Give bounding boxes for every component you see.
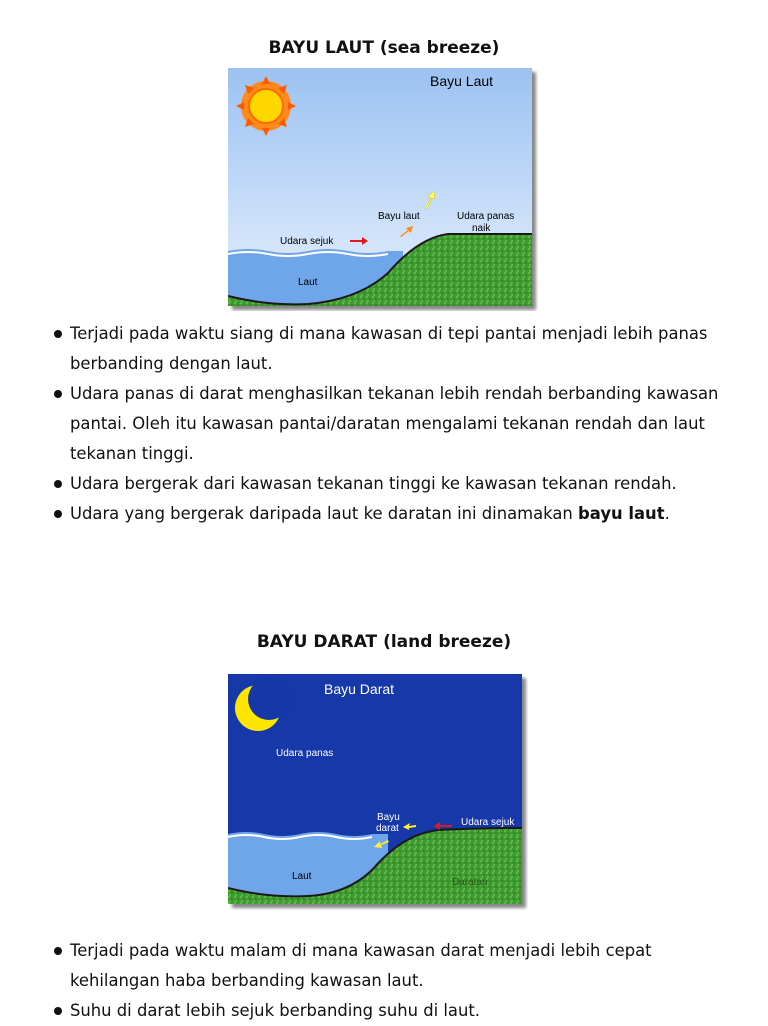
label-udara-panas: Udara panas — [457, 211, 515, 222]
label-udara-sejuk: Udara sejuk — [461, 817, 515, 828]
land-breeze-heading: BAYU DARAT (land breeze) — [256, 632, 512, 652]
label-darat: darat — [376, 823, 399, 834]
sea-breeze-bullets — [54, 319, 734, 529]
label-laut: Laut — [298, 277, 318, 288]
list-item: Suhu di darat lebih sejuk berbanding suhu di laut. — [54, 996, 734, 1026]
label-bayu-laut: Bayu laut — [378, 211, 420, 222]
list-item: Terjadi pada waktu malam di mana kawasan darat menjadi lebih cepat kehilangan haba berbanding kawasan laut. — [54, 936, 734, 996]
label-laut: Laut — [292, 871, 312, 882]
label-udara-sejuk: Udara sejuk — [280, 236, 334, 247]
list-item-text: Udara yang bergerak daripada laut ke daratan ini dinamakan — [70, 504, 579, 523]
list-item-text: . — [664, 504, 670, 523]
land-breeze-figure — [228, 674, 528, 910]
label-bayu: Bayu — [377, 812, 400, 823]
label-daratan: Daratan — [452, 877, 488, 888]
label-udara-panas: Udara panas — [276, 748, 334, 759]
list-item-bold-term: bayu laut — [578, 504, 665, 523]
list-item — [54, 499, 734, 529]
list-item: Udara panas di darat menghasilkan tekanan lebih rendah berbanding kawasan pantai. Oleh itu kawasan pantai/daratan mengalami tekanan rendah dan laut tekanan tinggi. — [54, 379, 734, 469]
sun-icon — [236, 76, 296, 136]
sea-breeze-figure-title: Bayu Laut — [430, 73, 494, 89]
sea-breeze-heading: BAYU LAUT (sea breeze) — [268, 38, 500, 58]
land-breeze-figure-title: Bayu Darat — [324, 681, 395, 697]
sea-breeze-figure — [228, 68, 538, 311]
list-item: Udara bergerak dari kawasan tekanan tinggi ke kawasan tekanan rendah. — [54, 469, 734, 499]
label-naik: naik — [472, 223, 491, 234]
list-item: Terjadi pada waktu siang di mana kawasan di tepi pantai menjadi lebih panas berbanding dengan laut. — [54, 319, 734, 379]
land-breeze-bullets — [54, 936, 734, 1026]
